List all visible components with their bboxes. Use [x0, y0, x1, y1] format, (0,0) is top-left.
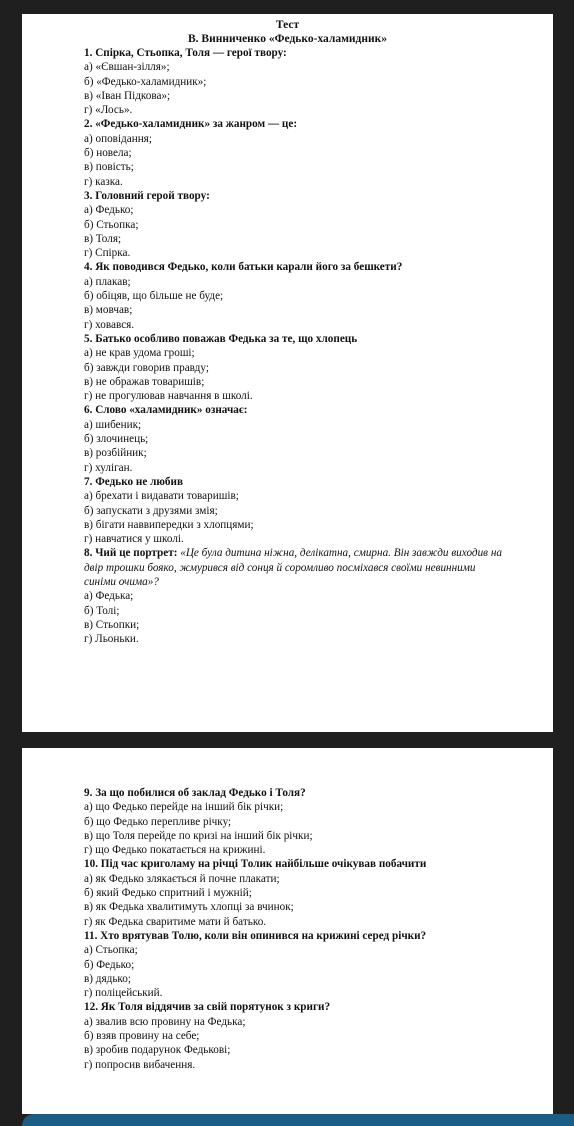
answer-option: г) хуліган.	[84, 461, 133, 474]
question-text: 6. Слово «халамидник» означає:	[84, 404, 248, 417]
answer-option: в) дядько;	[84, 972, 132, 985]
answer-option: в) що Толя перейде по кризі на інший бік річки;	[84, 829, 313, 842]
answer-option: б) Федько;	[84, 958, 135, 971]
bottom-bar	[22, 1114, 574, 1126]
answer-option: а) не крав удома гроші;	[84, 347, 195, 360]
answer-option: в) розбійник;	[84, 447, 147, 460]
question-block	[84, 46, 553, 117]
question-label: 8. Чий це портрет:	[84, 547, 178, 560]
question-text: 10. Під час криголаму на річці Толик найбільше очікував побачити	[84, 858, 427, 871]
question-list-page-1	[84, 46, 553, 546]
answer-option: б) що Федько перепливе річку;	[84, 815, 232, 828]
answer-option: г) навчатися у школі.	[84, 533, 184, 546]
answer-option: в) повість;	[84, 161, 134, 174]
question-8	[84, 546, 553, 646]
answer-option: б) обіцяв, що більше не буде;	[84, 290, 224, 303]
document-subtitle: В. Винниченко «Федько-халамидник»	[188, 33, 387, 45]
portrait-quote: «Це була дитина ніжна, делікатна, смирна. Він завжди виходив на двір трошки бояко, жмурився від сонця й соромливо посміхався своїми невинними синіми очима»?	[84, 547, 502, 588]
question-text: 3. Головний герой твору:	[84, 189, 210, 202]
answer-option: г) ховався.	[84, 318, 135, 331]
question-block	[84, 857, 553, 928]
answer-option: б) запускати з друзями змія;	[84, 504, 218, 517]
document-page-1	[22, 14, 553, 732]
answer-option: а) Федька;	[84, 590, 134, 603]
question-block	[84, 475, 553, 546]
answer-option: б) «Федько-халамидник»;	[84, 75, 207, 88]
answer-option: а) що Федько перейде на інший бік річки;	[84, 801, 284, 814]
answer-option: а) як Федько злякається й почне плакати;	[84, 872, 280, 885]
question-block	[84, 786, 553, 857]
answer-option: г) не прогулював навчання в школі.	[84, 390, 253, 403]
answer-option: г) як Федька сваритиме мати й батько.	[84, 915, 267, 928]
question-text: 7. Федько не любив	[84, 475, 183, 488]
question-block	[84, 117, 553, 188]
answer-option: в) зробив подарунок Федькові;	[84, 1044, 231, 1057]
question-text: 2. «Федько-халамидник» за жанром — це:	[84, 118, 298, 131]
answer-option: а) Стьопка;	[84, 944, 138, 957]
question-text: 4. Як поводився Федько, коли батьки карали його за бешкети?	[84, 261, 403, 274]
answer-option: г) Льоньки.	[84, 633, 139, 646]
answer-option: в) «Іван Підкова»;	[84, 89, 171, 102]
question-text: 1. Спірка, Стьопка, Толя — герої твору:	[84, 47, 287, 59]
answer-option: г) «Лось».	[84, 104, 133, 117]
answer-option: б) Толі;	[84, 604, 120, 617]
question-block	[84, 332, 553, 403]
document-page-2	[22, 748, 553, 1114]
answer-option: г) казка.	[84, 175, 123, 188]
answer-option: в) бігати наввипередки з хлопцями;	[84, 518, 254, 531]
answer-option: в) як Федька хвалитимуть хлопці за вчинок;	[84, 901, 294, 914]
question-text: 5. Батько особливо поважав Федька за те, що хлопець	[84, 332, 358, 345]
question-block	[84, 260, 553, 331]
answer-option: в) мовчав;	[84, 304, 133, 317]
answer-option: б) завжди говорив правду;	[84, 361, 209, 374]
question-block	[84, 189, 553, 260]
answer-option: а) «Євшан-зілля»;	[84, 61, 170, 74]
question-text	[84, 546, 504, 589]
answer-option: г) поліцейський.	[84, 987, 163, 1000]
answer-option: б) Стьопка;	[84, 218, 139, 231]
question-list-page-2	[84, 786, 553, 1072]
answer-option: а) шибеник;	[84, 418, 142, 431]
answer-option: б) злочинець;	[84, 433, 149, 446]
question-text: 9. За що побилися об заклад Федько і Толя?	[84, 787, 306, 799]
answer-option: б) який Федько спритний і мужній;	[84, 887, 252, 900]
answer-option: г) Спірка.	[84, 247, 131, 260]
answer-option: в) Стьопки;	[84, 618, 140, 631]
answer-option: б) взяв провину на себе;	[84, 1030, 200, 1043]
answer-option: а) звалив всю провину на Федька;	[84, 1015, 246, 1028]
answer-option: а) брехати і видавати товаришів;	[84, 490, 239, 503]
answer-option: а) плакав;	[84, 275, 131, 288]
answer-option: а) Федько;	[84, 204, 134, 217]
answer-option: в) Толя;	[84, 232, 122, 245]
answer-option: б) новела;	[84, 147, 132, 160]
question-block	[84, 403, 553, 474]
answer-option: в) не ображав товаришів;	[84, 375, 205, 388]
question-text: 11. Хто врятував Толю, коли він опинився на крижині серед річки?	[84, 929, 427, 942]
answer-option: г) попросив вибачення.	[84, 1058, 196, 1071]
document-title: Тест	[275, 19, 300, 31]
question-text: 12. Як Толя віддячив за свій порятунок з криги?	[84, 1001, 331, 1014]
question-block	[84, 929, 553, 1000]
answer-option: г) що Федько покатається на крижині.	[84, 844, 266, 857]
answer-option: а) оповідання;	[84, 132, 152, 145]
question-block	[84, 1000, 553, 1071]
